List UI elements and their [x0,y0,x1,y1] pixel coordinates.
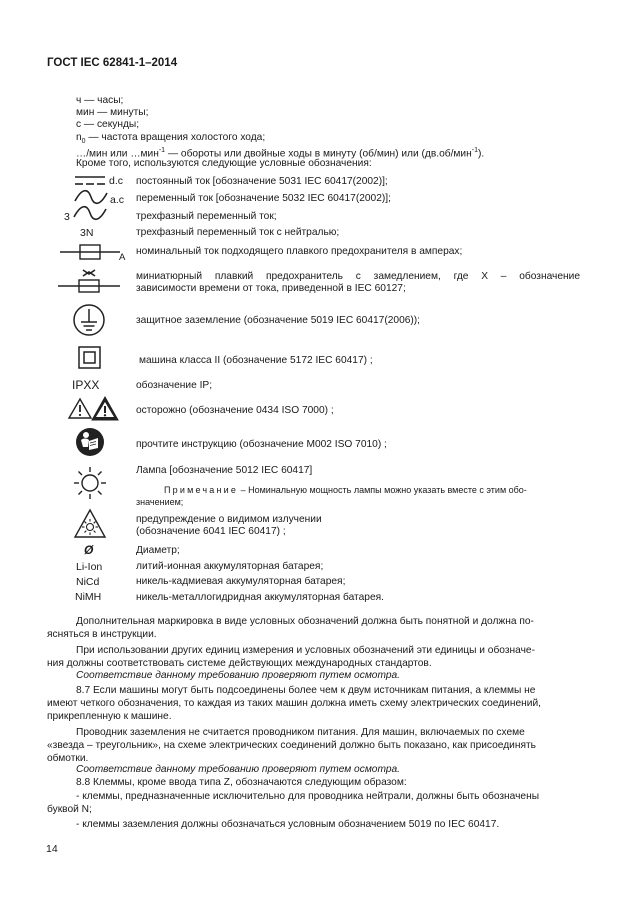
fuse-text: номинальный ток подходящего плавкого предохранителя в амперах; [136,246,463,257]
page-number: 14 [46,843,58,855]
radiation-text-2: (обозначение 6041 IEC 60417) ; [136,526,286,537]
ac-label: a.c [110,194,125,206]
nicd-label: NiCd [76,576,100,588]
nicd-text: никель-кадмиевая аккумуляторная батарея; [136,576,346,587]
lamp-note-label: Примечание [164,485,239,495]
para-4-line-3: прикрепленную к машине. [47,711,172,722]
para-6: Соответствие данному требованию проверяют путем осмотра. [76,764,401,775]
lamp-icon [73,466,107,500]
nimh-text: никель-металлогидридная аккумуляторная батарея. [136,592,384,603]
class-ii-icon [78,346,102,370]
para-5-line-1: Проводник заземления не считается проводником питания. Для машин, включаемых по схеме [76,727,525,738]
para-1-line-2: ясняться в инструкции. [47,629,157,640]
ac-text: переменный ток [обозначение 5032 IEC 60417(2002)]; [136,193,391,204]
para-9: - клеммы заземления должны обозначаться условным обозначением 5019 по IEC 60417. [76,819,500,830]
ipxx-text: обозначение IP; [136,380,213,391]
para-2-line-1: При использовании других единиц измерения и условных обозначений эти единицы и обозначе- [76,645,535,656]
dc-icon [75,175,107,187]
earth-text: защитное заземление (обозначение 5019 IEC 60417(2006)); [136,315,421,326]
three-phase-text: трехфазный переменный ток; [136,211,277,222]
nimh-label: NiMH [75,591,102,603]
lamp-note [164,484,527,496]
def-minutes: мин — минуты; [76,107,149,118]
caution-outline-icon [67,397,93,421]
para-5-line-3: обмотки. [47,753,89,764]
mini-fuse-text-1: миниатюрный плавкий предохранитель с замедлением, где X – обозначение [136,271,580,282]
three-phase-neutral-label: 3N [80,227,94,239]
para-8-line-1: - клеммы, предназначенные исключительно для проводника нейтрали, должны быть обозначены [76,791,540,802]
diameter-text: Диаметр; [136,545,180,556]
rpm-sup-2: -1 [471,147,478,154]
rpm-part-a: …/мин или …мин [76,148,159,160]
para-4-line-2: имеют четкого обозначения, то каждая из таких машин должна иметь схему электрических соединений, [47,698,541,709]
para-1-line-1: Дополнительная маркировка в виде условных обозначений должна быть понятной и должна по- [76,616,534,627]
dc-text: постоянный ток [обозначение 5031 IEC 60417(2002)]; [136,176,388,187]
three-phase-wave-icon [73,207,107,221]
ipxx-label: IPXX [72,378,100,392]
def-intro: Кроме того, используются следующие условные обозначения: [76,158,372,169]
diameter-label: Ø [84,543,94,557]
n0-subscript: 0 [81,138,86,146]
liion-text: литий-ионная аккумуляторная батарея; [136,561,324,572]
n0-symbol: n [76,132,82,143]
n0-text: — частота вращения холостого хода; [85,132,266,143]
def-hours: ч — часы; [76,95,124,106]
rpm-part-b: — обороты или двойные ходы в минуту (об/мин) или (дв.об/мин [165,148,472,160]
lamp-note-text: – Номинальную мощность лампы можно указать вместе с этим обо- [238,485,527,495]
liion-label: Li-Ion [76,561,103,573]
caution-filled-icon [91,396,119,422]
ac-wave-icon [74,191,108,205]
para-4-line-1: 8.7 Если машины могут быть подсоединены более чем к двум источникам питания, а клеммы не [76,685,536,696]
radiation-text-1: предупреждение о видимом излучении [136,514,322,525]
mini-fuse-text-2: зависимости времени от тока, приведенной в IEC 60127; [136,283,406,294]
rpm-part-c: ). [478,148,485,160]
rpm-sup-1: -1 [158,147,166,154]
lamp-note-cont: значением; [136,497,184,507]
fuse-label: A [119,252,126,263]
class-ii-text: машина класса II (обозначение 5172 IEC 60417) ; [139,355,373,366]
caution-text: осторожно (обозначение 0434 ISO 7000) ; [136,405,334,416]
protective-earth-icon [72,303,106,337]
para-8-line-2: буквой N; [47,804,92,815]
three-phase-neutral-text: трехфазный переменный ток с нейтралью; [136,227,340,238]
mini-fuse-delay-icon [58,267,122,297]
read-instructions-icon [75,427,105,457]
def-seconds: с — секунды; [76,119,140,130]
para-7: 8.8 Клеммы, кроме ввода типа Z, обозначаются следующим образом: [76,777,407,788]
read-instructions-text: прочтите инструкцию (обозначение M002 ISO 7010) ; [136,439,387,450]
fuse-icon [60,242,122,262]
dc-label: d.c [109,175,124,187]
three-phase-label: 3 [64,211,70,223]
para-3: Соответствие данному требованию проверяют путем осмотра. [76,670,401,681]
lamp-text: Лампа [обозначение 5012 IEC 60417] [136,465,313,476]
visible-radiation-warning-icon [74,509,106,539]
page-header: ГОСТ IEC 62841-1–2014 [47,57,178,69]
para-5-line-2: «звезда – треугольник», на схеме электрических соединений должно быть показано, как присоединять [47,740,536,751]
para-2-line-2: ния должны соответствовать системе действующих международных стандартов. [47,658,432,669]
